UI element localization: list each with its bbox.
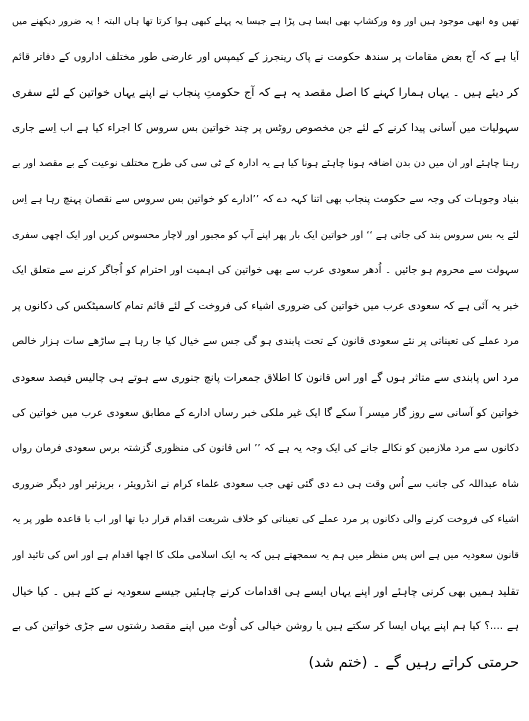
text-line: سہولت سے محروم ہو جائیں ۔ اُدھر سعودی عرب سے بھی خواتین کی اہمیت اور احترام کو اُجاگر کرنے سے متعلق ایک [12,265,519,277]
text-line: قانون سعودیہ میں ہے اس پس منظر میں ہم یہ سمجھتے ہیں کہ یہ ایک اسلامی ملک کا اچھا اقدام ہے اور اس کی تائید اور [12,549,519,561]
text-line: تھیں وہ ابھی موجود ہیں اور وہ ورکشاپ بھی ایسا ہی پڑا ہے جیسا یہ پہلے کبھی ہوا کرتا تھا ہاں البتہ ! یہ ضرور دیکھنے میں [12,16,519,27]
text-line: خواتین کو آسانی سے روز گار میسر آ سکے گا ایک غیر ملکی خبر رساں ادارے کے مطابق سعودی عرب میں خواتین کی [12,406,519,419]
text-line: کر دیئے ہیں ۔ یہاں ہمارا کہنے کا اصل مقصد یہ ہے کہ آج حکومتِ پنجاب نے اپنے یہاں خواتین کے لئے سفری [12,86,519,100]
text-line: لئے یہ بس سروس بند کی جاتی ہے ‘‘ اور خواتین ایک بار پھر اپنے آپ کو مجبور اور لاچار محسوس کریں اور ایک اچھی سفری [12,229,519,241]
text-line: دکانوں سے مرد ملازمین کو نکالے جانے کی ایک وجہ یہ ہے کہ ’’ اس قانون کی منظوری گزشتہ برس سعودی فرمان رواں [12,443,519,455]
text-line: خبر یہ آئی ہے کہ سعودی عرب میں خواتین کی ضروری اشیاء کی فروخت کے لئے قائم تمام کاسمیٹکس کی دکانوں پر [12,299,519,312]
text-line: حرمتی کراتے رہیں گے ۔ (ختم شد) [308,653,519,671]
text-line: بنیاد وجوہات کی وجہ سے حکومت پنجاب بھی اتنا کہہ دے کہ ’’ادارے کو خواتین بس سروس سے نقصان پہنچ رہا ہے اِس [12,193,519,205]
article-text [12,4,519,680]
text-line: سہولیات میں آسانی پیدا کرنے کے لئے جن مخصوص روٹس پر چند خواتین بس سروس کا اجراء کیا ہے اب اِسے جاری [12,121,519,134]
text-line: تقلید ہمیں بھی کرنی چاہئے اور اپنے یہاں ایسے ہی اقدامات کرنے چاہئیں جیسے سعودیہ نے کئے ہیں ۔ کیا خیال [12,584,519,598]
text-line: مرد عملے کی تعیناتی پر نئے سعودی قانون کے تحت پابندی ہو گی جس سے خیال کیا جا رہا ہے ساڑھے سات ہزار خالص [12,336,519,348]
text-line: مرد اس پابندی سے متاثر ہوں گے اور اس قانون کا اطلاق جمعرات پانچ جنوری سے ہوتے ہی چالیس فیصد سعودی [12,370,519,384]
text-line: شاہ عبداللہ کی جانب سے اُس وقت ہی دے دی گئی تھی جب سعودی علماء کرام نے انڈرویئر ، بریزئیر اور دیگر ضروری [12,478,519,490]
text-line: آیا ہے کہ آج بعض مقامات پر سندھ حکومت نے پاک رینجرز کے کیمپس اور عارضی طور مختلف اداروں کے دفاتر قائم [12,50,519,63]
text-line: اشیاء کی فروخت کرنے والی دکانوں پر مرد عملے کی تعیناتی کو خلاف شریعت اقدام قرار دیا تھا اور اب با قاعدہ طور پر یہ [12,514,519,526]
text-line: ہے ....؟ کیا ہم اپنے یہاں ایسا کر سکتے ہیں یا روشن خیالی کی اُوٹ میں اپنے مقصد رشتوں سے جڑی خواتین کی بے [12,620,519,633]
text-line: رہنا چاہئے اور ان میں دن بدن اضافہ ہونا چاہئے ہونا کیا ہے یہ ادارہ کے ٹی سی کی طرح مختلف نوعیت کے بے مقصد اور بے [12,158,519,170]
